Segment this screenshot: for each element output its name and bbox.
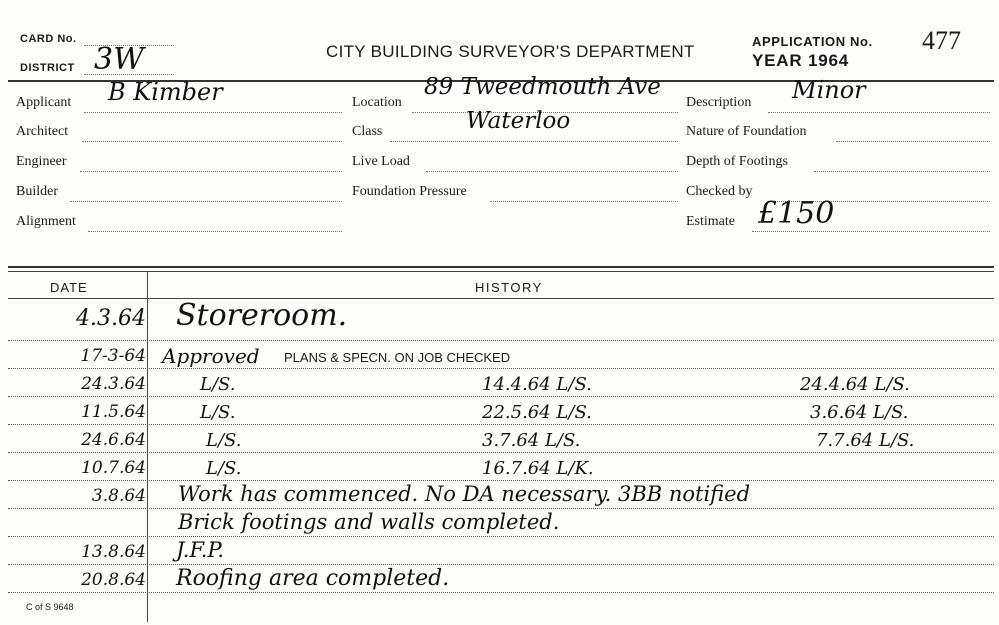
history-date: 20.8.64 [81,570,146,590]
year-label: YEAR 1964 [752,51,849,70]
alignment-label: Alignment [16,214,76,229]
builder-line [70,201,342,202]
history-entry-col2: 16.7.64 L/K. [482,458,594,479]
checked-stamp: PLANS & SPECN. ON JOB CHECKED [284,350,511,365]
history-date: 17-3-64 [80,346,146,366]
applicant-label: Applicant [16,95,72,110]
description-label: Description [686,95,752,110]
history-entry-col2: 22.5.64 L/S. [482,402,592,423]
nature-of-foundation-label: Nature of Foundation [686,124,807,139]
history-row-rule [8,368,994,369]
history-entry: Work has commenced. No DA necessary. 3BB notified [178,482,751,506]
applicant-line [84,112,342,113]
date-column-header: DATE [50,280,88,295]
card-no-label: CARD No. [20,33,77,45]
depth-of-footings-line [814,171,990,172]
history-row-rule [8,592,994,593]
application-number: 477 [922,26,961,55]
class-label: Class [352,124,383,139]
location-suburb: Waterloo [466,108,571,134]
history-entry: Brick footings and walls completed. [178,510,560,534]
history-header-rule [8,298,994,299]
history-row-rule [8,340,994,341]
history-entry: Roofing area completed. [176,566,450,591]
history-date: 24.3.64 [81,374,146,394]
alignment-line [88,231,342,232]
history-row-rule [8,480,994,481]
class-line [390,141,678,142]
description-value: Minor [792,76,866,104]
applicant-value: B Kimber [108,78,223,106]
history-top-rule-2 [8,271,994,272]
history-date: 4.3.64 [76,306,146,331]
description-line [768,112,990,113]
location-label: Location [352,95,402,110]
history-entry: Approved [162,344,260,368]
department-title: CITY BUILDING SURVEYOR'S DEPARTMENT [326,42,695,61]
history-date: 3.8.64 [91,486,146,506]
history-entry: L/S. [200,402,236,423]
history-date: 24.6.64 [81,430,146,450]
history-entry: L/S. [200,374,236,395]
checked-by-label: Checked by [686,184,753,199]
history-row-rule [8,424,994,425]
nature-of-foundation-line [836,141,990,142]
architect-label: Architect [16,124,69,139]
history-row-rule [8,396,994,397]
date-column-divider [147,272,148,622]
engineer-label: Engineer [16,154,67,169]
district-label: DISTRICT [20,62,75,74]
history-row-rule [8,508,994,509]
history-entry: L/S. [206,458,242,479]
estimate-value: £150 [758,196,835,231]
live-load-line [426,171,678,172]
estimate-line [752,231,990,232]
form-code: C of S 9648 [26,602,74,612]
depth-of-footings-label: Depth of Footings [686,154,788,169]
history-row-rule [8,536,994,537]
architect-line [82,141,342,142]
history-entry: J.F.P. [176,538,224,562]
history-column-header: HISTORY [475,280,543,295]
history-row-rule [8,564,994,565]
district-value: 3W [94,42,144,77]
history-date: 10.7.64 [81,458,146,478]
history-entry: L/S. [206,430,242,451]
builder-label: Builder [16,184,58,199]
foundation-pressure-line [490,201,678,202]
history-row-rule [8,452,994,453]
history-entry-col2: 14.4.64 L/S. [482,374,592,395]
history-entry: Storeroom. [176,298,348,333]
history-entry-col3: 24.4.64 L/S. [800,374,910,395]
engineer-line [80,171,342,172]
history-entry-col3: 7.7.64 L/S. [816,430,915,451]
history-entry-col3: 3.6.64 L/S. [810,402,909,423]
history-date: 13.8.64 [81,542,146,562]
live-load-label: Live Load [352,154,410,169]
history-date: 11.5.64 [81,402,146,422]
history-top-rule [8,266,994,268]
application-label: APPLICATION No. [752,34,873,49]
foundation-pressure-label: Foundation Pressure [352,184,467,199]
estimate-label: Estimate [686,214,735,229]
history-entry-col2: 3.7.64 L/S. [482,430,581,451]
location-value: 89 Tweedmouth Ave [424,74,661,100]
